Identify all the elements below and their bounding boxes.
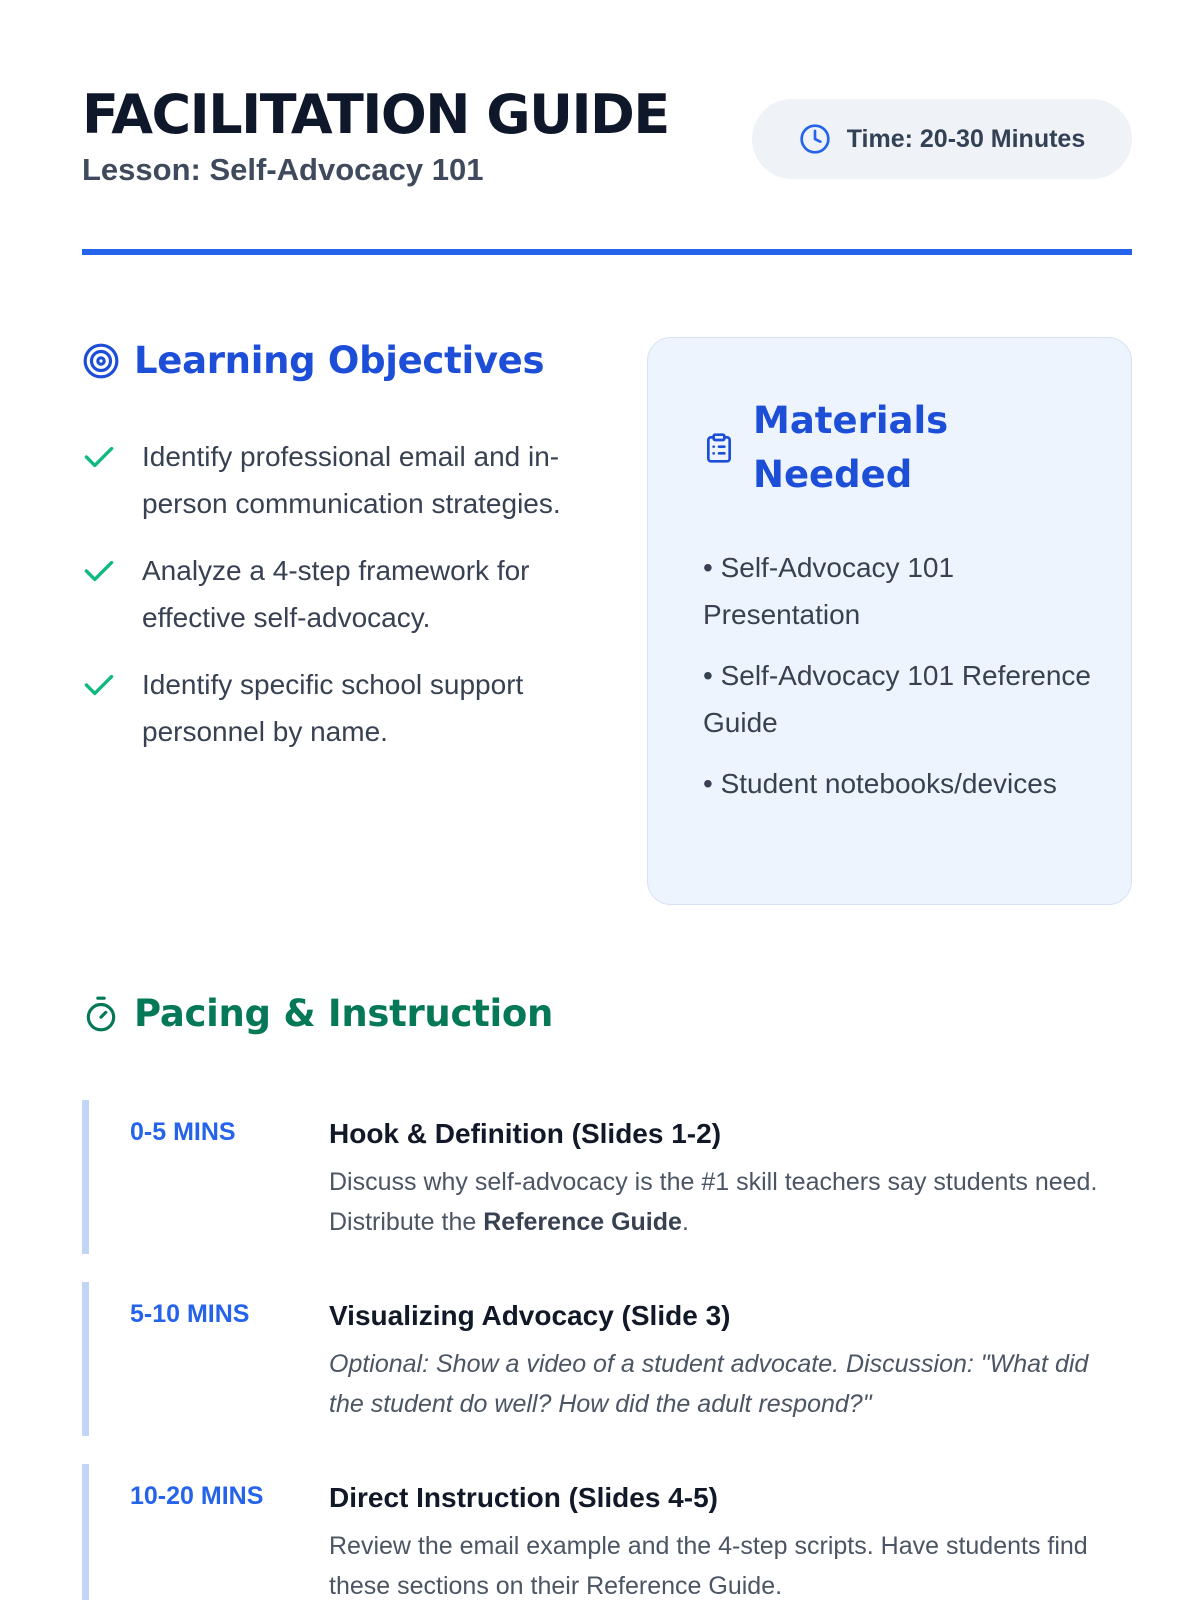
pacing-title: Visualizing Advocacy (Slide 3) [329,1300,731,1331]
objective-text: Identify specific school support personnel by name. [142,669,524,747]
pacing-heading-label: Pacing & Instruction [134,992,554,1035]
pacing-block [82,1464,1132,1600]
page-header [82,84,1132,194]
checkmark-icon [82,433,142,471]
pacing-list [82,1100,1132,1600]
checkmark-icon [82,661,142,699]
time-badge [752,99,1132,179]
stopwatch-icon [82,995,120,1033]
objective-item [82,547,592,641]
target-icon [82,342,120,380]
material-item: • Self-Advocacy 101 Presentation [703,552,955,630]
objective-item [82,433,592,527]
materials-heading-label: Materials Needed [753,399,949,496]
pacing-heading [82,988,1132,1040]
reference-guide-emphasis: Reference Guide [483,1208,682,1236]
pacing-block [82,1282,1132,1436]
page-title: FACILITATION GUIDE [82,83,669,146]
pacing-description: Optional: Show a video of a student advocate. Discussion: "What did the student do well? How did the adult respond?" [329,1350,1089,1418]
clock-icon [799,123,831,155]
learning-objectives-section [82,335,592,775]
objective-text: Analyze a 4-step framework for effective self-advocacy. [142,555,530,633]
objective-text: Identify professional email and in-person communication strategies. [142,441,561,519]
material-item: • Student notebooks/devices [703,768,1057,799]
time-label: Time: 20-30 Minutes [846,124,1086,153]
checkmark-icon [82,547,142,585]
header-divider [82,249,1132,255]
objectives-heading [82,335,592,387]
pacing-block [82,1100,1132,1254]
pacing-section [82,988,1132,1600]
materials-heading [703,394,1091,502]
lesson-subtitle: Lesson: Self-Advocacy 101 [82,152,484,187]
clipboard-icon [703,431,735,465]
objectives-list [82,433,592,755]
pacing-description: Discuss why self-advocacy is the #1 skill teachers say students need. Distribute the Reference Guide. [329,1168,1098,1236]
pacing-title: Hook & Definition (Slides 1-2) [329,1118,722,1149]
pacing-title: Direct Instruction (Slides 4-5) [329,1482,718,1513]
objective-item [82,661,592,755]
pacing-time: 0-5 MINS [130,1118,236,1146]
objectives-heading-label: Learning Objectives [134,339,545,382]
pacing-time: 10-20 MINS [130,1482,264,1510]
pacing-description: Review the email example and the 4-step scripts. Have students find these sections on their Reference Guide. [329,1532,1088,1600]
pacing-time: 5-10 MINS [130,1300,250,1328]
material-item: • Self-Advocacy 101 Reference Guide [703,660,1092,738]
materials-list [703,544,1091,807]
materials-card [647,337,1132,905]
